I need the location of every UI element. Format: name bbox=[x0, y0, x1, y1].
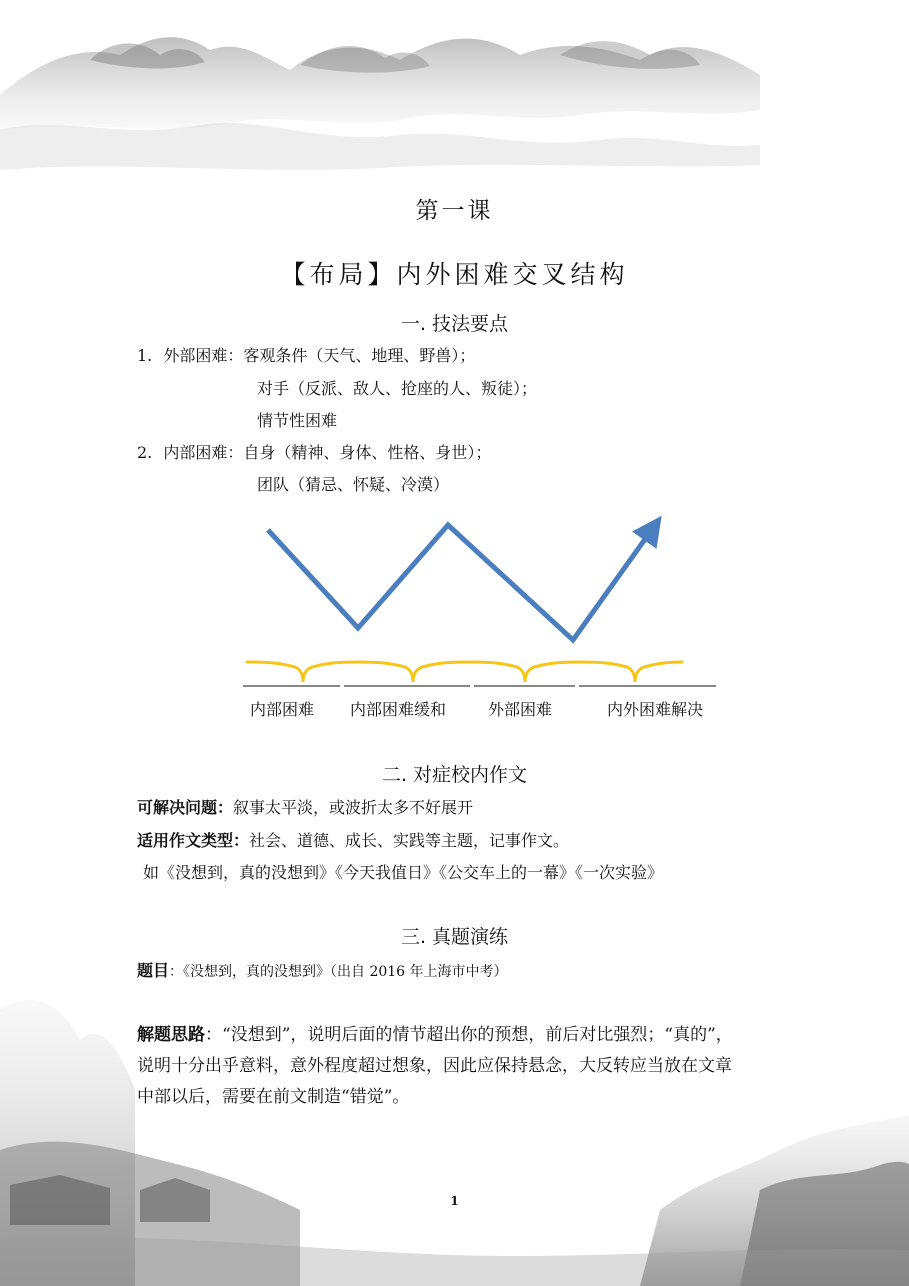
section-heading-techniques: 一. 技法要点 bbox=[400, 313, 509, 335]
lesson-number: 第一课 bbox=[415, 198, 494, 224]
brace-2 bbox=[358, 662, 470, 682]
list-label: 内部困难： bbox=[163, 443, 244, 462]
diagram-label-internal: 内部困难 bbox=[250, 700, 315, 719]
topic-text: ：《没想到，真的没想到》（出自 2016 年上海市中考） bbox=[169, 964, 508, 980]
list-text: 情节性困难 bbox=[257, 411, 338, 430]
list-number: 2. bbox=[137, 443, 153, 462]
yellow-braces bbox=[247, 662, 682, 682]
diagram-label-internal-eased: 内部困难缓和 bbox=[350, 700, 447, 719]
list-text: 客观条件（天气、地理、野兽）； bbox=[243, 346, 476, 365]
brace-4 bbox=[580, 662, 682, 682]
essay-type-label: 适用作文类型： bbox=[137, 831, 250, 850]
topic-line bbox=[137, 958, 508, 981]
solution-idea-line: ：“没想到”，说明后面的情节超出你的预想，前后对比强烈；“真的”， bbox=[205, 1025, 733, 1045]
essay-type-line bbox=[137, 828, 569, 851]
brace-3 bbox=[470, 662, 582, 682]
solution-idea-line: 中部以后，需要在前文制造“错觉”。 bbox=[137, 1087, 410, 1107]
list-number: 1. bbox=[137, 346, 153, 365]
diagram-label-resolved: 内外困难解决 bbox=[607, 700, 704, 719]
solution-idea-paragraph bbox=[137, 1020, 733, 1113]
list-item-external-difficulty bbox=[137, 343, 475, 366]
ink-landscape-bottom-decoration bbox=[0, 950, 909, 1286]
list-text: 对手（反派、敌人、抢座的人、叛徒）； bbox=[257, 379, 538, 398]
list-text: 自身（精神、身体、性格、身世）； bbox=[243, 443, 492, 462]
solution-idea-label: 解题思路 bbox=[137, 1025, 205, 1045]
list-label: 外部困难： bbox=[163, 346, 244, 365]
diagram-label-external: 外部困难 bbox=[488, 700, 553, 719]
page-number: 1 bbox=[450, 1194, 459, 1208]
topic-label: 题目 bbox=[137, 961, 170, 980]
essay-type-text: 社会、道德、成长、实践等主题，记事作文。 bbox=[249, 831, 570, 850]
solution-idea-line: 说明十分出乎意料，意外程度超过想象，因此应保持悬念，大反转应当放在文章 bbox=[137, 1056, 732, 1076]
solvable-problem-label: 可解决问题： bbox=[137, 798, 234, 817]
ink-landscape-top-decoration bbox=[0, 0, 909, 175]
zigzag-arrow-line bbox=[268, 525, 653, 640]
list-item-internal-difficulty bbox=[137, 440, 491, 463]
page-title: 【布局】内外困难交叉结构 bbox=[280, 260, 629, 289]
essay-examples: 如《没想到，真的没想到》《今天我值日》《公交车上的一幕》《一次实验》 bbox=[143, 863, 664, 882]
solvable-problem-line bbox=[137, 795, 473, 818]
brace-1 bbox=[247, 662, 360, 682]
section-heading-application: 二. 对症校内作文 bbox=[381, 764, 528, 786]
list-text: 团队（猜忌、怀疑、冷漠） bbox=[257, 475, 450, 494]
solvable-problem-text: 叙事太平淡，或波折太多不好展开 bbox=[233, 798, 474, 817]
section-heading-practice: 三. 真题演练 bbox=[400, 926, 509, 948]
